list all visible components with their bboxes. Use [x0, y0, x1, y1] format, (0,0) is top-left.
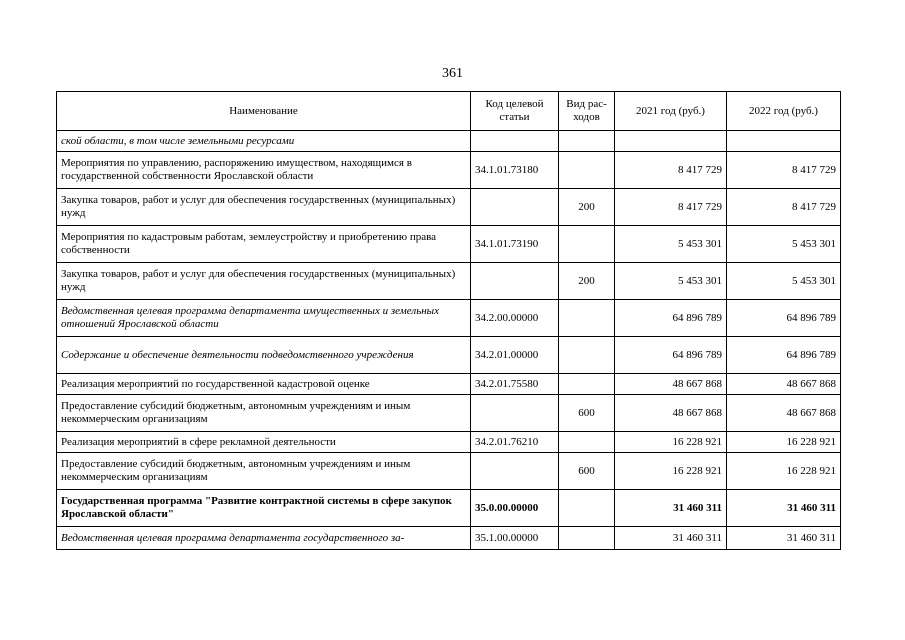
table-header-row: [57, 92, 841, 131]
cell-name: Реализация мероприятий по государственной кадастровой оценке: [57, 374, 471, 395]
cell-kind: 600: [559, 395, 615, 432]
cell-2022: 64 896 789: [727, 337, 841, 374]
table-row: [57, 527, 841, 550]
cell-kind: [559, 152, 615, 189]
cell-kind: 200: [559, 263, 615, 300]
header-kind: Вид рас-ходов: [559, 92, 615, 131]
cell-kind: [559, 300, 615, 337]
cell-2021: 5 453 301: [615, 226, 727, 263]
table-row: [57, 453, 841, 490]
cell-2021: [615, 131, 727, 152]
table-body: [57, 131, 841, 550]
cell-name: Ведомственная целевая программа департамента государственного за-: [57, 527, 471, 550]
cell-kind: 200: [559, 189, 615, 226]
cell-name: Ведомственная целевая программа департамента имущественных и земельных отношений Ярославской области: [57, 300, 471, 337]
cell-name: Мероприятия по кадастровым работам, землеустройству и приобретению права собственности: [57, 226, 471, 263]
cell-code: [471, 395, 559, 432]
table-row: [57, 300, 841, 337]
table-row: [57, 432, 841, 453]
cell-kind: [559, 527, 615, 550]
cell-2022: 64 896 789: [727, 300, 841, 337]
cell-name: Закупка товаров, работ и услуг для обеспечения государственных (муниципальных) нужд: [57, 263, 471, 300]
table-row: [57, 395, 841, 432]
cell-code: 34.2.01.00000: [471, 337, 559, 374]
cell-kind: [559, 226, 615, 263]
header-2022: 2022 год (руб.): [727, 92, 841, 131]
cell-2022: [727, 131, 841, 152]
cell-code: [471, 263, 559, 300]
cell-name: Мероприятия по управлению, распоряжению имуществом, находящимся в государственной собственности Ярославской области: [57, 152, 471, 189]
cell-code: 34.2.00.00000: [471, 300, 559, 337]
cell-kind: 600: [559, 453, 615, 490]
cell-code: 34.2.01.76210: [471, 432, 559, 453]
table-row: [57, 131, 841, 152]
cell-2022: 5 453 301: [727, 263, 841, 300]
table-row: [57, 337, 841, 374]
cell-kind: [559, 374, 615, 395]
cell-name: Содержание и обеспечение деятельности подведомственного учреждения: [57, 337, 471, 374]
cell-code: 35.0.00.00000: [471, 490, 559, 527]
cell-code: 34.1.01.73190: [471, 226, 559, 263]
cell-2021: 31 460 311: [615, 490, 727, 527]
cell-kind: [559, 432, 615, 453]
cell-2022: 48 667 868: [727, 374, 841, 395]
cell-2021: 16 228 921: [615, 432, 727, 453]
header-2021: 2021 год (руб.): [615, 92, 727, 131]
cell-code: 35.1.00.00000: [471, 527, 559, 550]
table-row: [57, 226, 841, 263]
header-name: Наименование: [57, 92, 471, 131]
cell-2021: 64 896 789: [615, 337, 727, 374]
cell-code: [471, 453, 559, 490]
cell-2022: 48 667 868: [727, 395, 841, 432]
table-row: [57, 152, 841, 189]
cell-2021: 64 896 789: [615, 300, 727, 337]
cell-2022: 31 460 311: [727, 527, 841, 550]
cell-2021: 31 460 311: [615, 527, 727, 550]
cell-2021: 16 228 921: [615, 453, 727, 490]
cell-2022: 31 460 311: [727, 490, 841, 527]
cell-2022: 8 417 729: [727, 152, 841, 189]
cell-code: [471, 131, 559, 152]
cell-code: 34.1.01.73180: [471, 152, 559, 189]
cell-name: Предоставление субсидий бюджетным, автономным учреждениям и иным некоммерческим организациям: [57, 395, 471, 432]
cell-2021: 8 417 729: [615, 189, 727, 226]
table-row: [57, 189, 841, 226]
cell-name: ской области, в том числе земельными ресурсами: [57, 131, 471, 152]
cell-2022: 8 417 729: [727, 189, 841, 226]
cell-kind: [559, 337, 615, 374]
table-row: [57, 263, 841, 300]
cell-kind: [559, 131, 615, 152]
cell-name: Закупка товаров, работ и услуг для обеспечения государственных (муниципальных) нужд: [57, 189, 471, 226]
cell-2022: 16 228 921: [727, 432, 841, 453]
cell-code: [471, 189, 559, 226]
cell-2022: 16 228 921: [727, 453, 841, 490]
header-code: Код целевой статьи: [471, 92, 559, 131]
cell-2021: 48 667 868: [615, 395, 727, 432]
cell-kind: [559, 490, 615, 527]
cell-name: Реализация мероприятий в сфере рекламной деятельности: [57, 432, 471, 453]
cell-2021: 8 417 729: [615, 152, 727, 189]
cell-name: Предоставление субсидий бюджетным, автономным учреждениям и иным некоммерческим организациям: [57, 453, 471, 490]
cell-2021: 5 453 301: [615, 263, 727, 300]
cell-code: 34.2.01.75580: [471, 374, 559, 395]
page-number: 361: [442, 66, 463, 81]
cell-2021: 48 667 868: [615, 374, 727, 395]
cell-name: Государственная программа "Развитие контрактной системы в сфере закупок Ярославской области": [57, 490, 471, 527]
table-row: [57, 490, 841, 527]
table-row: [57, 374, 841, 395]
cell-2022: 5 453 301: [727, 226, 841, 263]
budget-table: [56, 91, 841, 550]
